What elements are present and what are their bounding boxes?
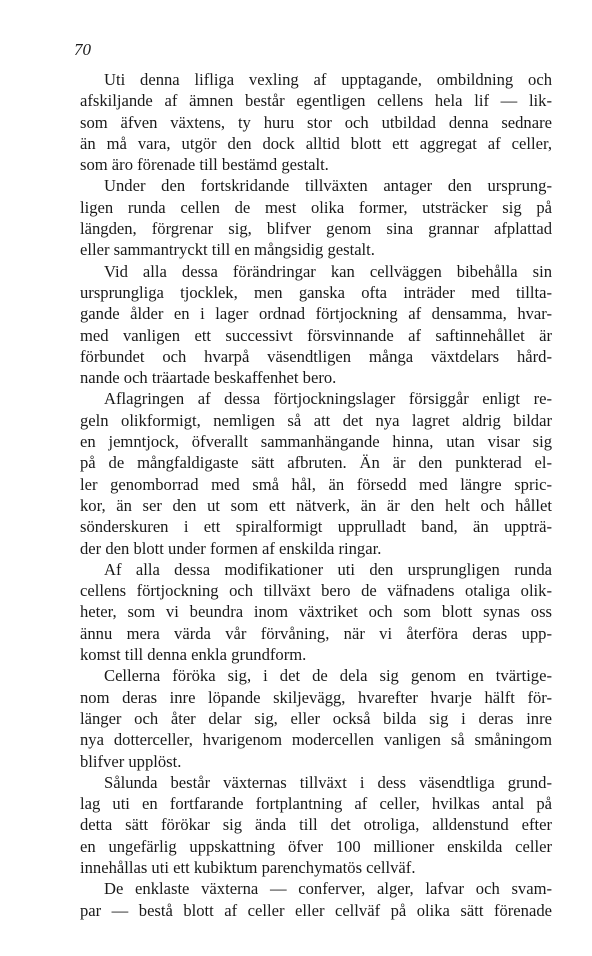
text-line: nya dotterceller, hvarigenom modercellen vanligen så småningom [80,730,552,750]
text-line: än må vara, utgör den dock alltid blott ett aggregat af celler, [80,133,552,153]
text-line: par — bestå blott af celler eller cellväf på olika sätt förenade [80,900,552,920]
text-line: blifver upplöst. [80,751,182,771]
text-line: på de mångfaldigaste sätt afbruten. Än är den punkterad el- [80,453,552,473]
text-line: Aflagringen af dessa förtjockningslager försiggår enligt re- [104,389,552,409]
text-line: lag uti en fortfarande fortplantning af celler, hvilkas antal på [80,794,552,814]
text-line: innehållas uti ett kubiktum parenchymatös cellväf. [80,857,416,877]
body-text [80,69,552,921]
text-line: afskiljande af ämnen består egentligen cellens hela lif — lik- [80,91,552,111]
text-line: geln olikformigt, nemligen så att det nya lagret aldrig bildar [80,410,552,430]
text-line: eller sammantryckt till en mångsidig gestalt. [80,240,375,260]
text-line: Sålunda består växternas tillväxt i dess väsendtliga grund- [104,772,552,792]
text-line: Cellerna föröka sig, i det de dela sig genom en tvärtige- [104,666,552,686]
text-line: Uti denna lifliga vexling af upptagande, ombildning och [104,70,552,89]
text-line: Af alla dessa modifikationer uti den ursprungligen runda [104,559,552,579]
text-line: heter, som vi beundra inom växtriket och som blott synas oss [80,602,552,622]
text-line: der den blott under formen af enskilda ringar. [80,538,382,558]
text-line: De enklaste växterna — conferver, alger, lafvar och svam- [104,879,552,899]
text-line: ännu mera värda vår förvåning, när vi återföra deras upp- [80,623,552,643]
text-line: ler genomborrad med små hål, än försedd med längre spric- [80,474,552,494]
text-line: cellens förtjockning och tillväxt bero de väfnadens otaliga olik- [80,581,552,601]
text-line: ligen runda cellen de mest olika former, utsträcker sig på [80,197,552,217]
text-line: som äro förenade till bestämd gestalt. [80,155,329,175]
text-line: länger och åter delar sig, eller också bilda sig i deras inre [80,708,552,728]
text-line: komst till denna enkla grundform. [80,645,307,665]
text-line: en ungefärlig uppskattning öfver 100 millioner enskilda celler [80,836,552,856]
text-line: gande ålder en i lager ordnad förtjockning af densamma, hvar- [80,304,552,324]
text-line: Vid alla dessa förändringar kan cellväggen bibehålla sin [104,261,552,281]
text-line: sönderskuren i ett spiralformigt upprulladt band, än uppträ- [80,517,552,537]
text-line: kor, än ser den ut som ett nätverk, än är den helt och hållet [80,495,552,515]
page-number: 70 [74,40,91,59]
text-line: detta sätt förökar sig ända till det otroliga, alldenstund efter [80,815,552,835]
text-line: som äfven växtens, ty huru stor och utbildad denna sednare [80,112,552,132]
text-line: med vanligen ett successivt försvinnande af saftinnehållet är [80,325,552,345]
text-line: nande och träartade beskaffenhet bero. [80,368,337,388]
text-line: nom deras inre löpande skiljevägg, hvarefter hvarje hälft för- [80,687,552,707]
text-line: Under den fortskridande tillväxten antager den ursprung- [104,176,552,196]
text-line: längden, förgrenar sig, blifver genom sina grannar afplattad [80,219,552,239]
text-line: en jemntjock, öfverallt sammanhängande hinna, utan visar sig [80,432,552,452]
text-line: ursprungliga tjocklek, men ganska ofta inträder med tillta- [80,282,552,302]
text-line: förbundet och hvarpå väsendtligen många växtdelars hård- [80,346,552,366]
